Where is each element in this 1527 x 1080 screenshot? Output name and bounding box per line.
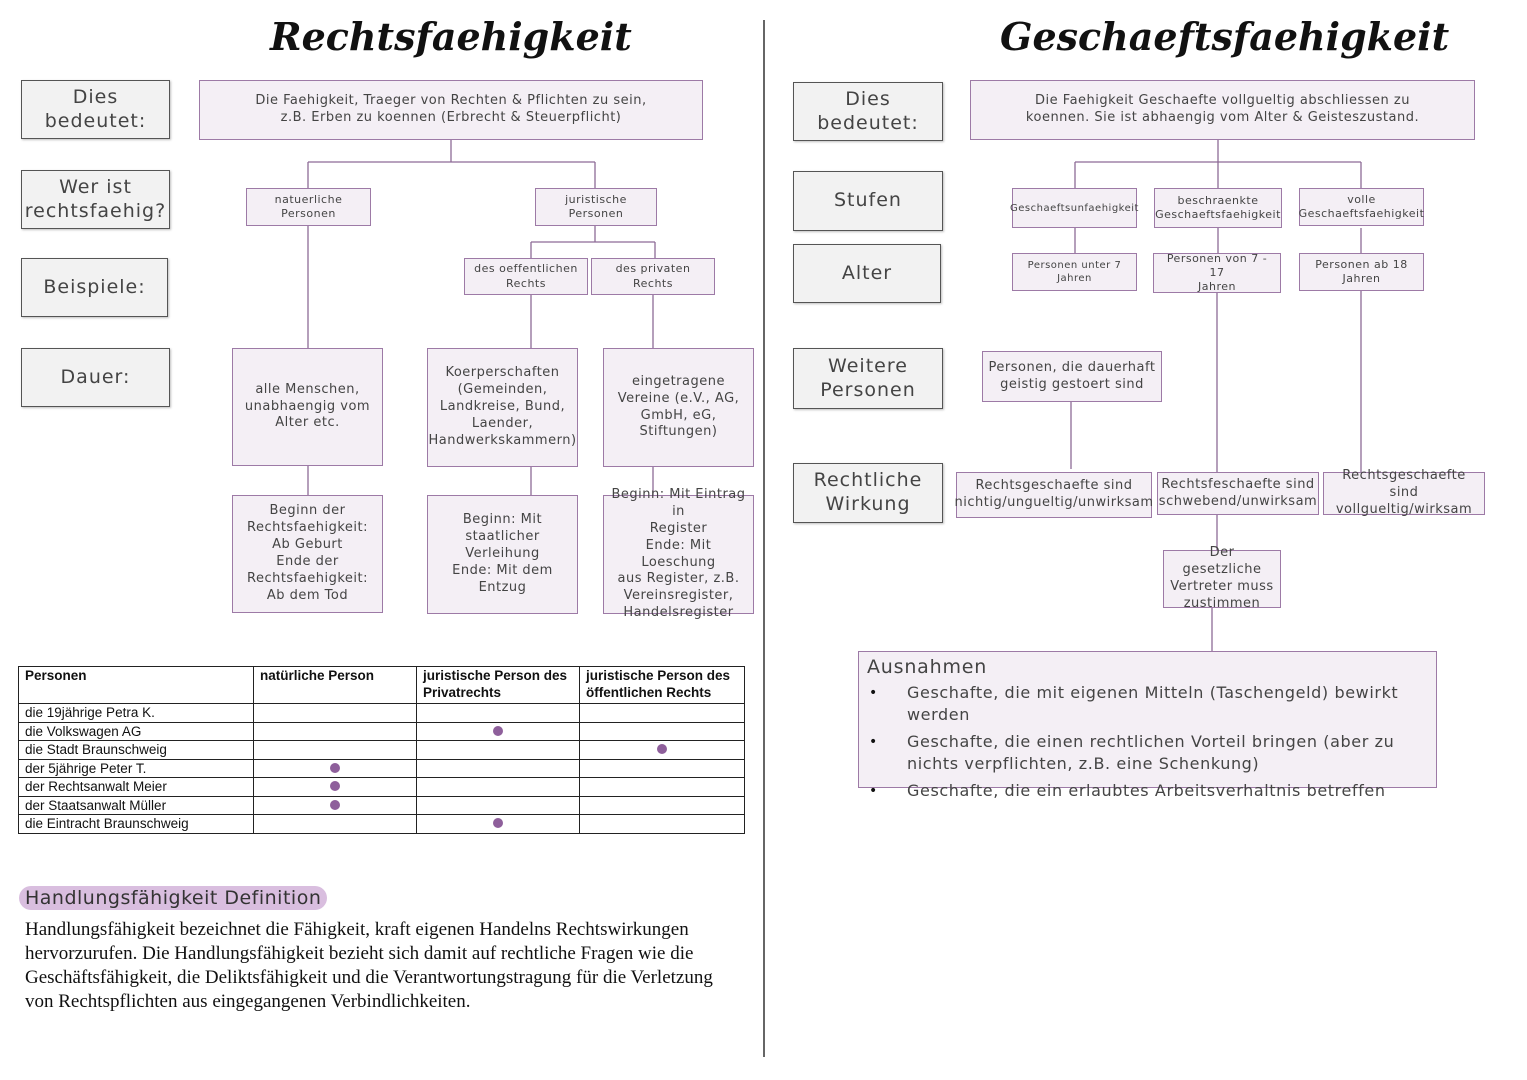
mark-dot xyxy=(493,726,503,736)
mark-cell xyxy=(417,722,580,741)
wirkung-schwebend: Rechtsfeschaefte sind schwebend/unwirksam xyxy=(1157,472,1319,515)
mark-cell xyxy=(254,815,417,834)
label-alter: Alter xyxy=(793,244,941,303)
mark-cell xyxy=(580,741,745,760)
ausnahme-item: • Geschafte, die einen rechtlichen Vorteil bringen (aber zu nichts verpflichten, z.B. eine Schenkung) xyxy=(907,731,1428,775)
mark-cell xyxy=(254,778,417,797)
person-name-cell: die Eintracht Braunschweig xyxy=(19,815,254,834)
dauer-natuerliche-box: Beginn der Rechtsfaehigkeit: Ab Geburt Ende der Rechtsfaehigkeit: Ab dem Tod xyxy=(232,495,383,613)
mark-cell xyxy=(417,796,580,815)
header-juristische-oeffentlich: juristische Person des öffentlichen Rechts xyxy=(580,667,745,704)
label-rechtliche-wirkung: Rechtliche Wirkung xyxy=(793,463,943,523)
mark-dot xyxy=(330,763,340,773)
mark-cell xyxy=(254,704,417,723)
label-dies-bedeutet-rechts: Dies bedeutet: xyxy=(793,82,943,141)
beispiel-natuerliche-box: alle Menschen, unabhaengig vom Alter etc. xyxy=(232,348,383,466)
table-row xyxy=(19,704,745,723)
ausnahmen-title: Ausnahmen xyxy=(867,656,988,678)
person-name-cell: der Rechtsanwalt Meier xyxy=(19,778,254,797)
table-row xyxy=(19,759,745,778)
dauer-privat-box: Beginn: Mit Eintrag in Register Ende: Mit Loeschung aus Register, z.B. Vereinsregister, Handelsregister xyxy=(603,495,754,614)
ausnahmen-box xyxy=(858,651,1437,800)
mark-cell xyxy=(580,759,745,778)
alter-7-bis-17: Personen von 7 - 17 Jahren xyxy=(1153,253,1281,293)
handlungsfaehigkeit-text: Handlungsfähigkeit bezeichnet die Fähigkeit, kraft eigenen Handelns Rechtswirkungen hervorzurufen. Die Handlungsfähigkeit bezieht sich damit auf rechtliche Fragen wie die Geschäftsfähigkeit, die Deliktsfähigkeit und die Verantwortungstragung für die Verletzung von Rechtspflichten aus eingegangenen Verbindlichkeiten. xyxy=(25,919,713,1012)
oeffentliches-recht-box: des oeffentlichen Rechts xyxy=(464,258,588,295)
label-weitere-personen: Weitere Personen xyxy=(793,348,943,409)
table-header-row xyxy=(19,667,745,704)
wirkung-wirksam: Rechtsgeschaefte sind vollgueltig/wirksam xyxy=(1323,472,1485,515)
rechtsfaehigkeit-definition: Die Faehigkeit, Traeger von Rechten & Pflichten zu sein, z.B. Erben zu koennen (Erbrecht & Steuerpflicht) xyxy=(199,80,703,140)
mark-cell xyxy=(580,704,745,723)
mark-dot xyxy=(493,818,503,828)
alter-unter-7: Personen unter 7 Jahren xyxy=(1012,253,1137,291)
mark-cell xyxy=(254,722,417,741)
mark-cell xyxy=(417,759,580,778)
ausnahmen-list xyxy=(867,682,1428,802)
mark-cell xyxy=(417,778,580,797)
mark-cell xyxy=(580,722,745,741)
mark-cell xyxy=(417,704,580,723)
personen-tabelle xyxy=(18,666,745,834)
privates-recht-box: des privaten Rechts xyxy=(591,258,715,295)
person-name-cell: der 5jährige Peter T. xyxy=(19,759,254,778)
alter-ab-18: Personen ab 18 Jahren xyxy=(1299,253,1424,291)
mark-cell xyxy=(580,796,745,815)
label-dies-bedeutet: Dies bedeutet: xyxy=(21,80,170,139)
table-body xyxy=(19,704,745,834)
person-name-cell: die Stadt Braunschweig xyxy=(19,741,254,760)
mark-cell xyxy=(580,778,745,797)
dauer-oeffentlich-box: Beginn: Mit staatlicher Verleihung Ende: Mit dem Entzug xyxy=(427,495,578,614)
mark-cell xyxy=(417,815,580,834)
gesetzlicher-vertreter-box: Der gesetzliche Vertreter muss zustimmen xyxy=(1163,550,1281,608)
stufe-geschaeftsunfaehigkeit: Geschaeftsunfaehigkeit xyxy=(1012,188,1137,228)
label-dauer: Dauer: xyxy=(21,348,170,407)
ausnahme-item: • Geschafte, die mit eigenen Mitteln (Taschengeld) bewirkt werden xyxy=(907,682,1428,726)
beispiel-oeffentlich-box: Koerperschaften (Gemeinden, Landkreise, Bund, Laender, Handwerkskammern) xyxy=(427,348,578,467)
header-natuerliche-person: natürliche Person xyxy=(254,667,417,704)
ausnahme-item: • Geschafte, die ein erlaubtes Arbeitsverhaltnis betreffen xyxy=(907,780,1428,802)
label-wer-ist-rechtsfaehig: Wer ist rechtsfaehig? xyxy=(21,170,170,229)
mark-cell xyxy=(254,796,417,815)
stufe-beschraenkt: beschraenkte Geschaeftsfaehigkeit xyxy=(1154,188,1282,228)
label-stufen: Stufen xyxy=(793,171,943,231)
geschaeftsfaehigkeit-definition: Die Faehigkeit Geschaefte vollgueltig abschliessen zu koennen. Sie ist abhaengig vom Alter & Geisteszustand. xyxy=(970,80,1475,140)
table-row xyxy=(19,741,745,760)
rechtsfaehigkeit-title: Rechtsfaehigkeit xyxy=(270,14,632,59)
table-row xyxy=(19,778,745,797)
wirkung-nichtig: Rechtsgeschaefte sind nichtig/ungueltig/unwirksam xyxy=(956,472,1152,518)
label-beispiele: Beispiele: xyxy=(21,258,168,317)
person-name-cell: die 19jährige Petra K. xyxy=(19,704,254,723)
geschaeftsfaehigkeit-title: Geschaeftsfaehigkeit xyxy=(1000,14,1450,59)
person-name-cell: der Staatsanwalt Müller xyxy=(19,796,254,815)
natuerliche-personen-box: natuerliche Personen xyxy=(246,188,371,226)
table-row xyxy=(19,796,745,815)
mark-dot xyxy=(330,800,340,810)
table-row xyxy=(19,815,745,834)
person-name-cell: die Volkswagen AG xyxy=(19,722,254,741)
header-juristische-privatrecht: juristische Person des Privatrechts xyxy=(417,667,580,704)
table-row xyxy=(19,722,745,741)
mark-cell xyxy=(417,741,580,760)
juristische-personen-box: juristische Personen xyxy=(535,188,657,226)
mark-cell xyxy=(580,815,745,834)
handlungsfaehigkeit-heading: Handlungsfähigkeit Definition xyxy=(19,886,327,910)
mark-dot xyxy=(657,744,667,754)
beispiel-privat-box: eingetragene Vereine (e.V., AG, GmbH, eG, Stiftungen) xyxy=(603,348,754,467)
stufe-voll: volle Geschaeftsfaehigkeit xyxy=(1299,188,1424,226)
header-personen: Personen xyxy=(19,667,254,704)
mark-cell xyxy=(254,759,417,778)
mark-dot xyxy=(330,781,340,791)
weitere-personen-box: Personen, die dauerhaft geistig gestoert sind xyxy=(982,351,1162,402)
mark-cell xyxy=(254,741,417,760)
